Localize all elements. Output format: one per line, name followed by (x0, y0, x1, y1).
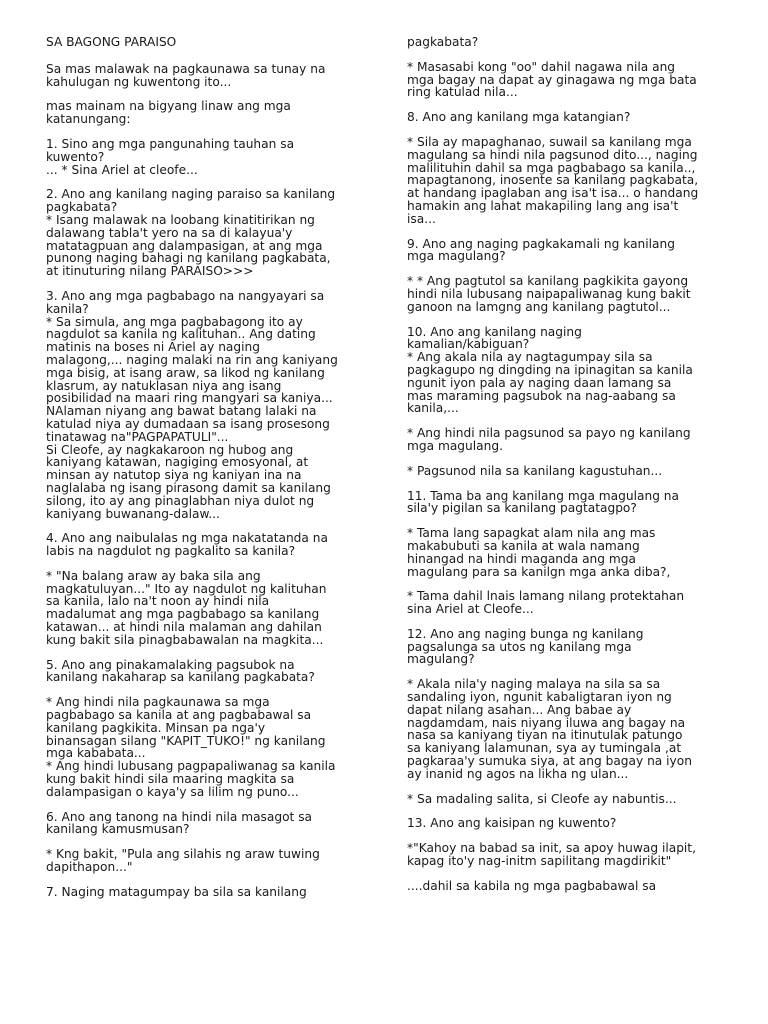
paragraph: 13. Ano ang kaisipan ng kuwento? (407, 816, 617, 831)
paragraph: * Ang hindi nila pagkaunawa sa mga pagbabago sa kanila at ang pagbabawal sa kanilang pagkikita. Minsan pa nga'y binansagan silang "KAPIT_TUKO!" ng kanilang mga kababata... * Ang hindi lubusang pagpapaliwanag sa kanila kung bakit hindi sila maaring magkita sa dalampasigan o kaya'y sa lilim ng puno... (46, 695, 336, 799)
paragraph: 10. Ano ang kanilang naging kamalian/kabiguan? * Ang akala nila ay nagtagumpay sila sa pagkagupo ng dingding na ipinagitan sa kanila ngunit iyon pala ay naging daan lamang sa mas maraming pagsubok na nag-aabang sa kanila,... (407, 324, 693, 416)
paragraph: * Tama dahil lnais lamang nilang protektahan sina Ariel at Cleofe... (407, 589, 685, 617)
paragraph: * Sa madaling salita, si Cleofe ay nabuntis... (407, 791, 677, 806)
paragraph: 3. Ano ang mga pagbabago na nangyayari sa kanila? * Sa simula, ang mga pagbabagong ito ay nagdulot sa kanila ng kalituhan.. Ang dating matinis na boses ni Ariel ay naging malagong,... naging malaki na rin ang kaniyang mga bisig, at isang araw, sa likod ng kanilang klasrum, ay natuklasan niya ang isang posibilidad na maari ring mangyari sa kaniya... NAlaman niyang ang bawat batang lalaki na katulad niya ay dumadaan sa isang prosesong tinatawag na"PAGPAPATULI"... Si Cleofe, ay nagkakaroon ng hubog ang kaniyang katawan, nagiging emosyonal, at minsan ay natutop siya ng kaniyan ina na naglalaba ng isang pirasong damit sa kanilang silong, ito ay ang pinaglabhan niya dulot ng kaniyang buwanang-dalaw... (46, 288, 338, 521)
paragraph: 2. Ano ang kanilang naging paraiso sa kanilang pagkabata? * Isang malawak na loobang kinatitirikan ng dalawang tabla't yero na sa di kalayua'y matatagpuan ang dalampasigan, at ang mga punong naging bahagi ng kanilang pagkabata, at itinuturing nilang PARAISO>>> (46, 187, 336, 279)
paragraph: * Sila ay mapaghanao, suwail sa kanilang mga magulang sa hindi nila pagsunod dito..., naging malilituhin dahil sa mga pagbabago sa kanila.., mapagtanong, inosente sa kanilang pagkabata, at handang ipaglaban ang isa't isa... o handang hamakin ang lahat makapiling lang ang isa't isa... (407, 134, 699, 226)
paragraph: ....dahil sa kabila ng mga pagbabawal sa (407, 878, 657, 893)
paragraph: 8. Ano ang kanilang mga katangian? (407, 110, 631, 125)
paragraph: 1. Sino ang mga pangunahing tauhan sa kuwento? ... * Sina Ariel at cleofe... (46, 136, 295, 177)
paragraph: * Ang hindi nila pagsunod sa payo ng kanilang mga magulang. (407, 426, 691, 453)
paragraph: 7. Naging matagumpay ba sila sa kanilang (46, 884, 307, 899)
paragraph: 9. Ano ang naging pagkakamali ng kanilang mga magulang? (407, 236, 675, 264)
paragraph: 6. Ano ang tanong na hindi nila masagot sa kanilang kamusmusan? (46, 809, 313, 837)
paragraph: Sa mas malawak na pagkaunawa sa tunay na kahulugan ng kuwentong ito... (46, 61, 326, 89)
page-title: SA BAGONG PARAISO (46, 35, 177, 49)
paragraph: 5. Ano ang pinakamalaking pagsubok na kanilang nakaharap sa kanilang pagkabata? (46, 657, 315, 685)
paragraph: pagkabata? (407, 35, 479, 49)
paragraph: * Tama lang sapagkat alam nila ang mas makabubuti sa kanila at wala namang hinangad na hindi maganda ang mga magulang para sa kanilgn mga anka diba?, (407, 526, 671, 579)
paragraph: * Masasabi kong "oo" dahil nagawa nila ang mga bagay na dapat ay ginagawa ng mga bata ring katulad nila... (407, 59, 697, 100)
paragraph: * Pagsunod nila sa kanilang kagustuhan... (407, 463, 663, 478)
paragraph: * Kng bakit, "Pula ang silahis ng araw tuwing dapithapon..." (46, 847, 320, 875)
paragraph: * "Na balang araw ay baka sila ang magkatuluyan..." Ito ay nagdulot ng kalituhan sa kanila, lalo na't noon ay hindi nila madalumat ang mga pagbabago sa kanilang katawan... at hindi nila malaman ang dahilan kung bakit sila pinagbabawalan na magkita... (46, 568, 327, 647)
paragraph: * Akala nila'y naging malaya na sila sa sa sandaling iyon, ngunit kabaligtaran iyon ng dapat nilang asahan... Ang babae ay nagdamdam, nais niyang iluwa ang bagay na nasa sa kaniyang tiyan na itinutulak patungo sa kaniyang lalamunan, sya ay tumingala ,at pagkaraa'y sumuka siya, at ang bagay na iyon ay inanid ng agos na likha ng ulan... (407, 677, 692, 781)
paragraph: 12. Ano ang naging bunga ng kanilang pagsalunga sa utos ng kanilang mga magulang? (407, 626, 644, 667)
paragraph: 4. Ano ang naibulalas ng mga nakatatanda na labis na nagdulot ng pagkalito sa kanila? (46, 531, 328, 559)
paragraph: *"Kahoy na babad sa init, sa apoy huwag ilapit, kapag ito'y nag-initm sapilitang magdirikit" (407, 841, 696, 869)
paragraph: mas mainam na bigyang linaw ang mga katanungang: (46, 99, 291, 127)
paragraph: * * Ang pagtutol sa kanilang pagkikita gayong hindi nila lubusang naipapaliwanag kung bakit ganoon na lamgng ang kanilang pagtutol... (407, 274, 691, 314)
paragraph: 11. Tama ba ang kanilang mga magulang na sila'y pigilan sa kanilang pagtatagpo? (407, 488, 679, 516)
left-column (46, 36, 366, 911)
right-column (407, 36, 747, 905)
